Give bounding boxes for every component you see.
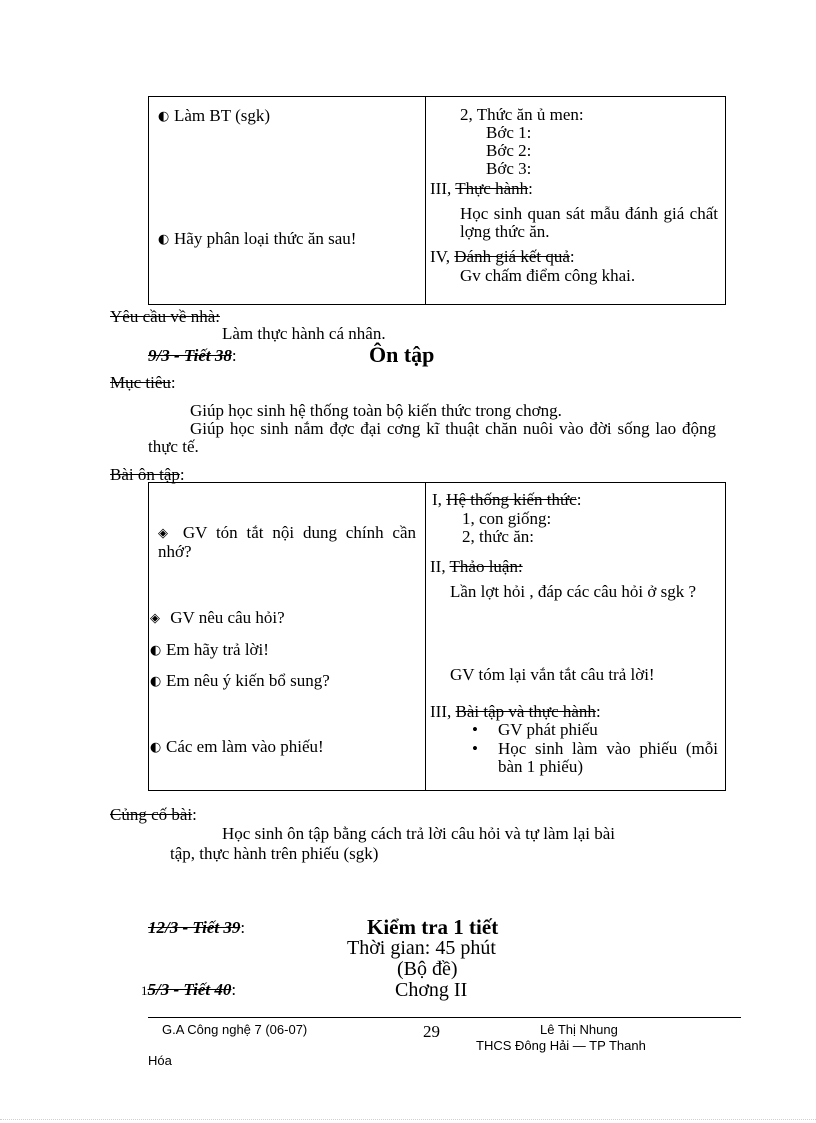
lesson-colon: : — [240, 918, 246, 937]
discussion-heading — [430, 558, 523, 576]
lesson-colon: : — [231, 346, 237, 365]
table2-left-item-2 — [150, 609, 285, 628]
section-number: IV, — [430, 247, 455, 266]
section-heading: Bài ôn tập — [110, 465, 180, 484]
diamond-icon: ◈ — [150, 611, 160, 626]
section-number: II, — [430, 557, 450, 576]
consolidate-heading — [110, 806, 197, 824]
table1-left-item-1-text: Làm BT (sgk) — [174, 106, 271, 125]
section-colon: : — [170, 373, 176, 392]
section-number: III, — [430, 702, 456, 721]
table1-left-item-2-text: Hãy phân loại thức ăn sau! — [174, 229, 357, 248]
column-divider — [425, 483, 426, 790]
summary-text: GV tóm lại vắn tắt câu trả lời! — [450, 665, 655, 684]
lesson-date-prefix: 1 — [141, 983, 148, 998]
section-heading: Đánh giá kết quả — [454, 247, 570, 266]
objective-line-1: Giúp học sinh hệ thống toàn bộ kiến thức trong chơng. — [190, 401, 562, 420]
practice-heading — [430, 180, 533, 198]
lesson39-date — [148, 919, 245, 937]
table2-left-item-4 — [150, 672, 330, 691]
section-heading: Hệ thống kiến thức — [446, 490, 577, 509]
footer-rule — [148, 1017, 741, 1018]
page-edge-dots — [0, 1119, 816, 1120]
table2-left-item-5 — [150, 738, 324, 757]
step-1: Bớc 1: — [486, 123, 532, 142]
practice-text: Học sinh quan sát mẫu đánh giá chất lợng thức ăn. — [460, 204, 718, 241]
section-heading: Củng cố bài — [110, 805, 193, 824]
footer-page-number: 29 — [423, 1022, 440, 1041]
lesson40-date — [141, 981, 236, 1000]
step-3: Bớc 3: — [486, 159, 532, 178]
diamond-icon: ◈ — [158, 526, 168, 541]
step-2: Bớc 2: — [486, 141, 532, 160]
lesson-date: 9/3 - Tiết 38 — [148, 346, 232, 365]
consolidate-line-1: Học sinh ôn tập bằng cách trả lời câu hỏi và tự làm lại bài — [222, 824, 616, 843]
exercise-bullet-2 — [472, 740, 718, 776]
lesson38-date — [148, 347, 237, 365]
lesson-date: 12/3 - Tiết 39 — [148, 918, 241, 937]
homework-heading: Yêu cầu về nhà: — [110, 307, 220, 326]
objective-line-2: Giúp học sinh nắm đợc đại cơng kĩ thuật chăn nuôi vào đời sống lao động thực tế. — [148, 419, 716, 456]
half-circle-icon: ◐ — [150, 674, 162, 689]
half-circle-icon: ◐ — [158, 109, 170, 124]
exercise-heading — [430, 703, 601, 721]
lesson38-title: Ôn tập — [369, 342, 435, 367]
evaluation-heading — [430, 248, 575, 266]
table2-left-item-1-text: GV tón tắt nội dung chính cần nhớ? — [158, 523, 417, 561]
half-circle-icon: ◐ — [158, 232, 170, 247]
exercise-bullet-1 — [472, 721, 598, 739]
lesson-date: 5/3 - Tiết 40 — [147, 980, 232, 999]
section-colon: : — [528, 179, 533, 198]
table2-left-item-4-text: Em nêu ý kiến bổ sung? — [166, 671, 330, 690]
table1-left-item-1 — [158, 107, 270, 126]
section-heading: Thảo luận: — [449, 557, 523, 576]
homework-text: Làm thực hành cá nhân. — [222, 324, 386, 343]
section-heading: Bài tập và thực hành — [455, 702, 596, 721]
knowledge-item-2: 2, thức ăn: — [462, 527, 535, 546]
table2-left-item-3-text: Em hãy trả lời! — [166, 640, 269, 659]
table-lesson-practice — [148, 96, 726, 305]
section-colon: : — [192, 805, 197, 824]
table2-left-item-1 — [150, 524, 416, 561]
lesson-colon: : — [231, 980, 237, 999]
lesson39-title: Kiểm tra 1 tiết — [367, 915, 499, 939]
footer-author: Lê Thị Nhung — [540, 1022, 618, 1037]
table2-left-item-3 — [150, 641, 269, 660]
lesson39-time: Thời gian: 45 phút — [347, 937, 496, 959]
table2-left-item-5-text: Các em làm vào phiếu! — [166, 737, 324, 756]
column-divider — [425, 97, 426, 304]
table1-left-item-2 — [158, 230, 356, 249]
exercise-bullet-2-text: Học sinh làm vào phiếu (mỗi bàn 1 phiếu) — [498, 739, 718, 776]
consolidate-line-2: tập, thực hành trên phiếu (sgk) — [170, 844, 379, 863]
table2-left-item-2-text: GV nêu câu hỏi? — [170, 608, 285, 627]
section-heading: Thực hành — [455, 179, 529, 198]
bullet-icon: • — [472, 739, 478, 758]
section-number: I, — [432, 490, 447, 509]
half-circle-icon: ◐ — [150, 740, 162, 755]
section-heading: Mục tiêu — [110, 373, 171, 392]
lesson39-source: (Bộ đề) — [397, 958, 458, 980]
section-colon: : — [595, 702, 601, 721]
lesson40-title: Chơng II — [395, 979, 468, 1001]
objectives-heading — [110, 374, 176, 392]
exercise-bullet-1-text: GV phát phiếu — [498, 720, 598, 739]
footer-school-cont: Hóa — [148, 1053, 172, 1068]
bullet-icon: • — [472, 720, 478, 739]
discussion-text-content: Lần lợt hỏi , đáp các câu hỏi ở sgk ? — [450, 582, 696, 601]
footer-course: G.A Công nghệ 7 (06-07) — [162, 1022, 308, 1037]
section-number: III, — [430, 179, 456, 198]
half-circle-icon: ◐ — [150, 643, 162, 658]
footer-school: THCS Đông Hải — TP Thanh — [476, 1038, 646, 1053]
section-colon: : — [569, 247, 575, 266]
knowledge-item-1: 1, con giống: — [462, 509, 552, 528]
discussion-text — [450, 583, 718, 601]
section-colon: : — [179, 465, 185, 484]
knowledge-heading — [432, 491, 581, 509]
evaluation-text: Gv chấm điểm công khai. — [460, 266, 636, 285]
section-colon: : — [576, 490, 582, 509]
feed-title: 2, Thức ăn ủ men: — [460, 105, 584, 124]
